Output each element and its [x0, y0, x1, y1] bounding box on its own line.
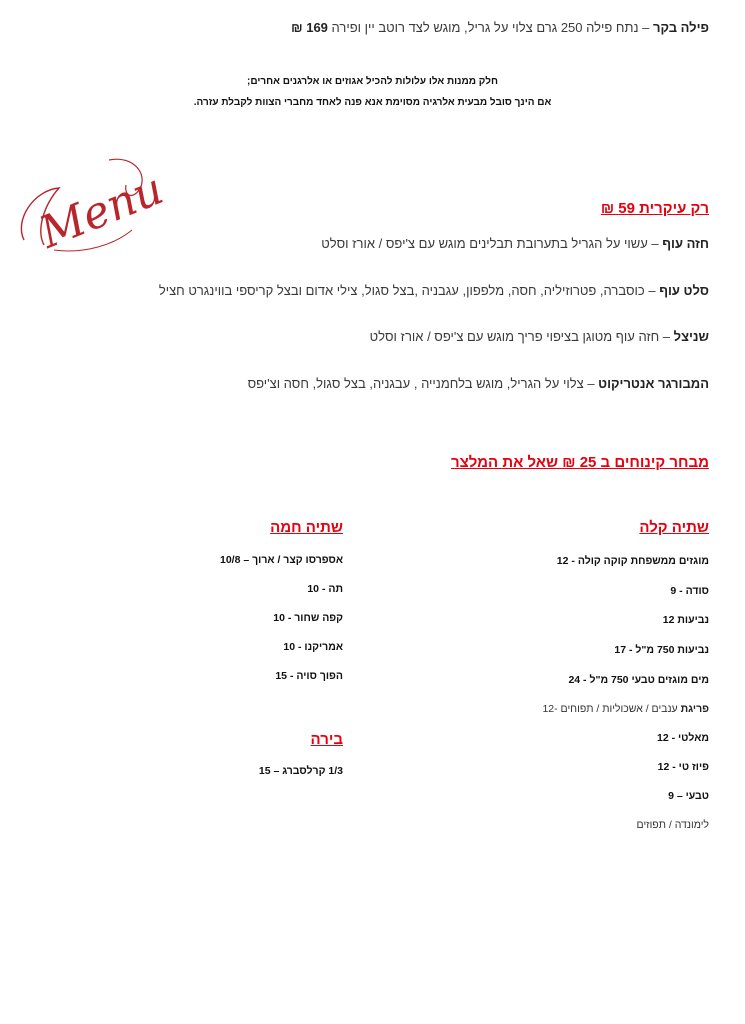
- top-item-price: 169 ₪: [291, 20, 328, 35]
- hot-drinks-title: שתיה חמה: [270, 519, 343, 536]
- mains-item-name: שניצל: [673, 329, 709, 344]
- mains-item-1: [321, 236, 709, 251]
- mains-item-desc: – עשוי על הגריל בתערובת תבלינים מוגש עם צ'יפס / אורז וסלט: [321, 236, 663, 251]
- mains-item-name: המבורגר אנטריקוט: [598, 376, 709, 391]
- soft-drink-item: נביעות 12: [662, 614, 709, 626]
- mains-item-name: סלט עוף: [659, 283, 709, 298]
- desserts-title: מבחר קינוחים ב 25 ₪ שאל את המלצר: [450, 454, 709, 471]
- soft-drink-item: נביעות 750 מ"ל - 17: [614, 644, 709, 656]
- hot-drink-item: אמריקנו - 10: [283, 641, 343, 653]
- prigat-name: פריגת: [680, 703, 709, 715]
- soft-drink-lemonade: לימונדה / תפוזים: [636, 819, 709, 831]
- soft-drink-prigat: [542, 703, 709, 715]
- menu-logo-graphic: [14, 150, 171, 260]
- soft-drink-item: פיוז טי - 12: [657, 761, 709, 773]
- menu-logo: [14, 150, 171, 260]
- prigat-desc: ענבים / אשכוליות / תפוחים -12: [542, 703, 681, 715]
- soft-drink-item: מים מוגזים טבעי 750 מ"ל - 24: [568, 674, 709, 686]
- soft-drink-item: מאלטי - 12: [657, 732, 709, 744]
- hot-drink-item: קפה שחור - 10: [273, 612, 343, 624]
- allergy-notice-line2: אם הינך סובל מבעית אלרגיה מסוימת אנא פנה לאחד מחברי הצוות לקבלת עזרה.: [193, 97, 552, 108]
- soft-drinks-title: שתיה קלה: [639, 519, 709, 536]
- mains-item-4: [248, 376, 709, 391]
- top-item-line: [291, 20, 709, 35]
- mains-item-desc: – כוסברה, פטרוזיליה, חסה, מלפפון, עגבניה ,בצל סגול, צילי אדום ובצל קריספי בווינגרט חציל: [158, 283, 660, 298]
- mains-title: רק עיקרית 59 ₪: [600, 200, 709, 217]
- beer-item: 1/3 קרלסברג – 15: [258, 765, 343, 777]
- mains-item-3: [370, 329, 709, 344]
- menu-logo-text: Menu: [32, 163, 171, 259]
- soft-drink-item: סודה - 9: [670, 585, 709, 597]
- soft-drink-item: מוגזים ממשפחת קוקה קולה - 12: [556, 555, 709, 567]
- hot-drink-item: הפוך סויה - 15: [275, 670, 343, 682]
- beer-title: בירה: [310, 731, 343, 748]
- mains-item-name: חזה עוף: [662, 236, 709, 251]
- top-item-desc: – נתח פילה 250 גרם צלוי על גריל, מוגש לצד רוטב יין ופירה: [327, 20, 653, 35]
- allergy-notice-line1: חלק ממנות אלו עלולות להכיל אגוזים או אלרגנים אחרים;: [247, 76, 498, 87]
- hot-drink-item: אספרסו קצר / ארוך – 10/8: [220, 554, 343, 566]
- mains-item-desc: – חזה עוף מטוגן בציפוי פריך מוגש עם צ'יפס / אורז וסלט: [369, 329, 674, 344]
- soft-drink-item: טבעי – 9: [668, 790, 709, 802]
- hot-drink-item: תה - 10: [307, 583, 343, 595]
- mains-item-desc: – צלוי על הגריל, מוגש בלחמנייה , עבגניה, בצל סגול, חסה וצ'יפס: [247, 376, 599, 391]
- top-item-name: פילה בקר: [652, 20, 709, 35]
- mains-item-2: [159, 283, 709, 298]
